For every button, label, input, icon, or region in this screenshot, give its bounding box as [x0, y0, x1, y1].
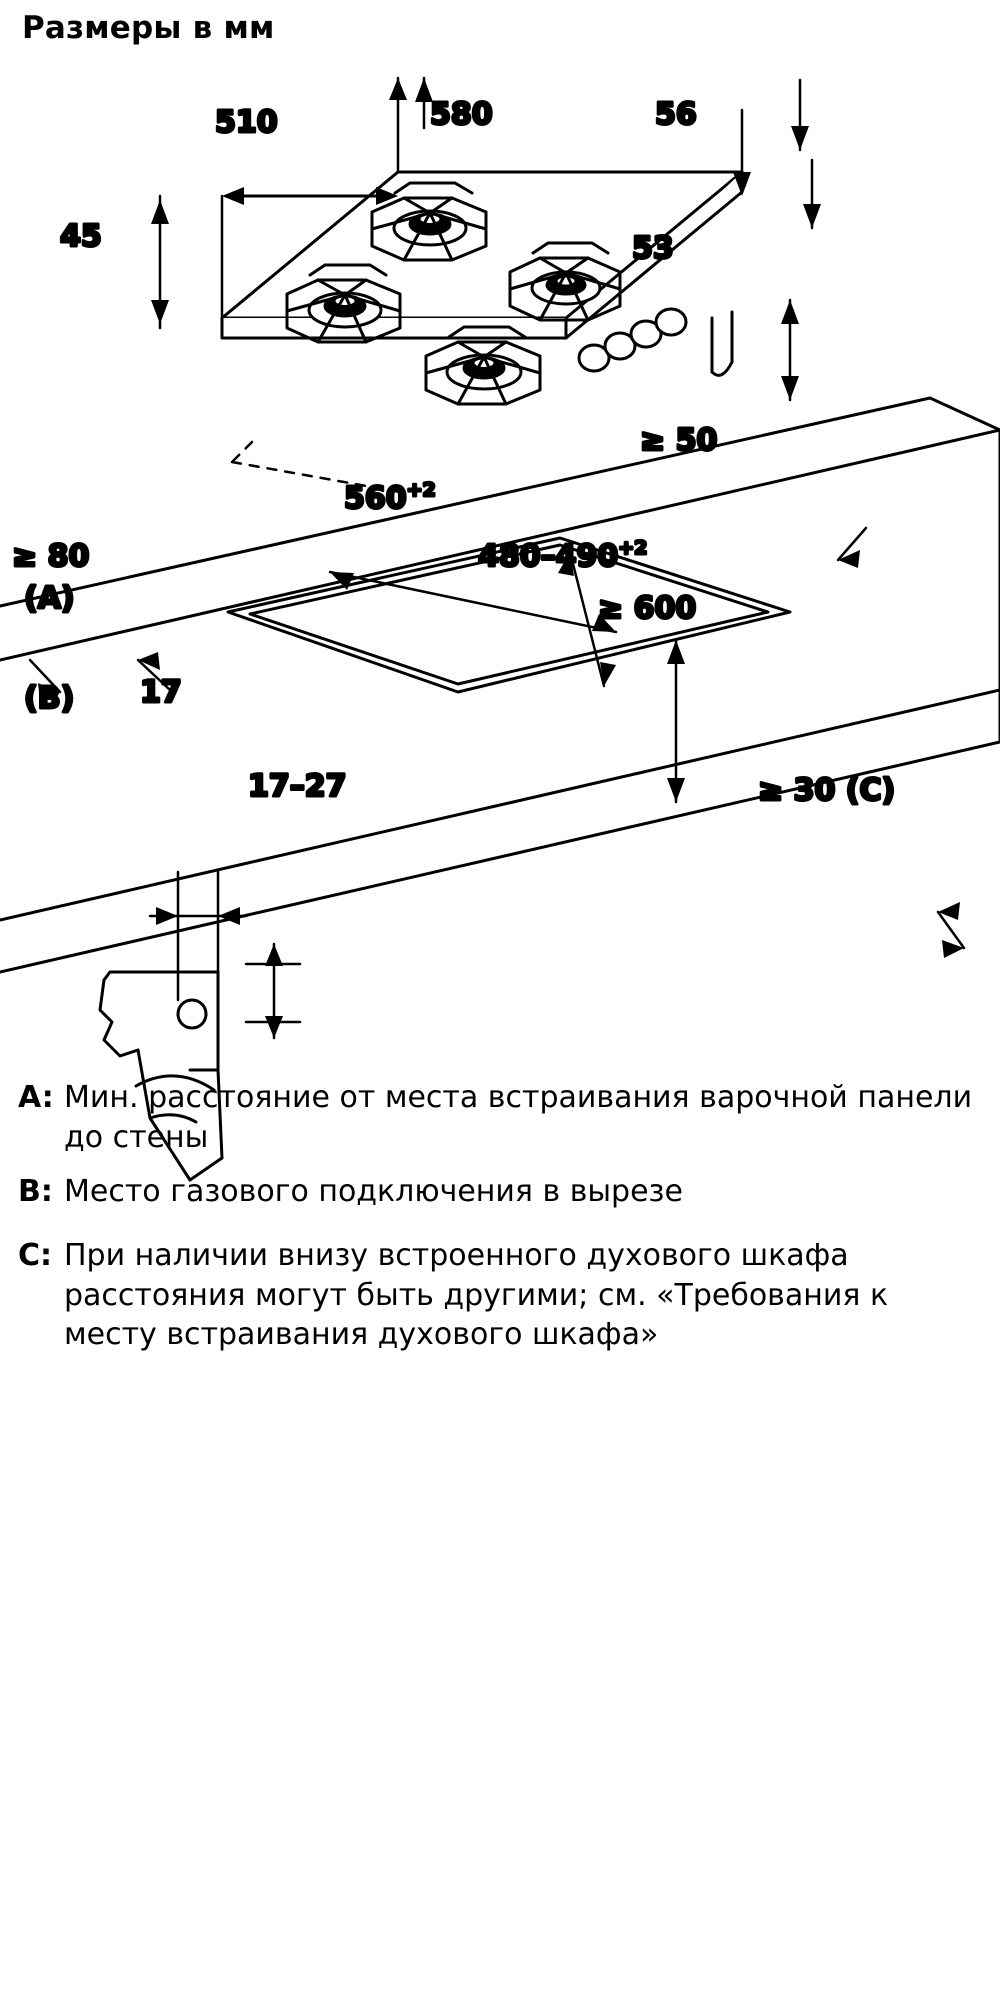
legend	[18, 1078, 978, 1369]
legend-text-a: Мин. расстояние от места встраивания варочной панели до стены	[64, 1080, 973, 1155]
dim-detail-17: 17	[140, 675, 182, 710]
page-title: Размеры в мм	[22, 10, 275, 46]
legend-text-c: При наличии внизу встроенного духового шкафа расстояния могут быть другими; см. «Требования к месту встраивания духового шкафа»	[64, 1237, 889, 1353]
marker-b: (B)	[24, 681, 75, 716]
dim-510: 510	[215, 105, 278, 140]
dim-53: 53	[632, 231, 674, 266]
legend-key-b: B:	[18, 1173, 53, 1209]
dim-cutout-480-490: $480-490^{+2}$	[478, 537, 648, 574]
dim-detail-17-27: 17–27	[248, 769, 347, 804]
legend-item-a	[18, 1078, 978, 1158]
legend-key-a: A:	[18, 1080, 54, 1115]
dim-80: ≥ 80	[12, 539, 90, 574]
dim-580: 580	[430, 97, 493, 132]
dim-cutout-560: $560^{+2}$	[344, 479, 436, 516]
dim-50: ≥ 50	[640, 423, 718, 458]
legend-key-c: C:	[18, 1237, 53, 1273]
dim-30-c: ≥ 30 (C)	[758, 773, 896, 808]
dim-45: 45	[60, 219, 102, 254]
dim-600: ≥ 600	[598, 591, 697, 626]
dim-56: 56	[655, 97, 697, 132]
legend-item-b	[18, 1172, 978, 1212]
legend-item-c	[18, 1236, 978, 1356]
marker-a: (A)	[24, 581, 75, 616]
legend-text-b: Место газового подключения в вырезе	[64, 1173, 683, 1209]
